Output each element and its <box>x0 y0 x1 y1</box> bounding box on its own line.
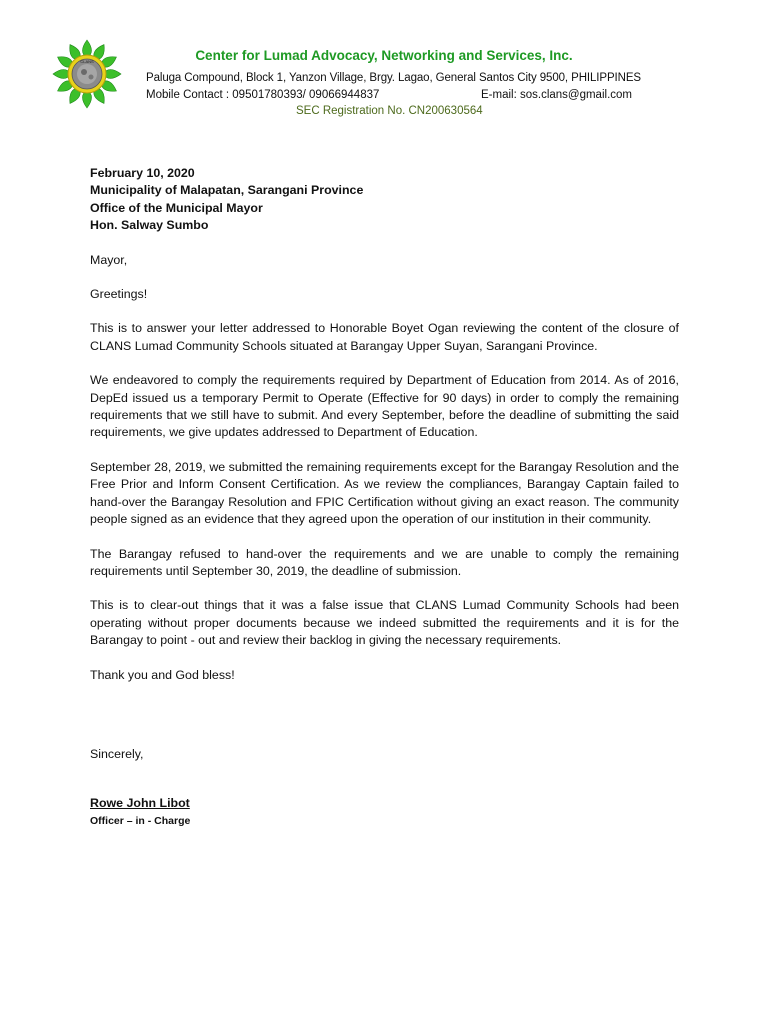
greeting: Greetings! <box>90 287 148 302</box>
recipient-block <box>90 165 679 235</box>
org-address: Paluga Compound, Block 1, Yanzon Village, Brgy. Lagao, General Santos City 9500, PHILIPPINES <box>146 72 641 84</box>
recipient-line: Office of the Municipal Mayor <box>90 200 263 215</box>
closing-thanks: Thank you and God bless! <box>90 667 235 682</box>
salutation: Mayor, <box>90 252 128 267</box>
signatory-title: Officer – in - Charge <box>90 814 191 827</box>
letter-body <box>90 165 679 830</box>
paragraph: This is to clear-out things that it was a false issue that CLANS Lumad Community Schools had been operating without proper documents because we indeed submitted the requirements and it is for the Barangay to point - out and review their backlog in giving the necessary requirements. <box>90 598 679 648</box>
sec-registration: SEC Registration No. CN200630564 <box>296 105 483 117</box>
paragraph: This is to answer your letter addressed to Honorable Boyet Ogan reviewing the content of the closure of CLANS Lumad Community Schools situated at Barangay Upper Suyan, Sarangani Province. <box>90 321 679 353</box>
org-name: Center for Lumad Advocacy, Networking and Services, Inc. <box>195 48 573 63</box>
paragraph: We endeavored to comply the requirements required by Department of Education from 2014. As of 2016, DepEd issued us a temporary Permit to Operate (Effective for 90 days) in order to comply the remaining requirements that we still have to submit. And every September, before the deadline of submitting the said requirements, we give updates addressed to Department of Education. <box>90 373 679 440</box>
signatory-name: Rowe John Libot <box>90 796 190 811</box>
paragraph: September 28, 2019, we submitted the remaining requirements except for the Barangay Resolution and the Free Prior and Inform Consent Certification. As we review the compliances, Barangay Captain failed to hand-over the Barangay Resolution and FPIC Certification without giving an exact reason. The community people signed as an evidence that they agreed upon the operation of our institution in their community. <box>90 459 679 527</box>
recipient-line: Municipality of Malapatan, Sarangani Province <box>90 183 364 198</box>
letter-date: February 10, 2020 <box>90 166 195 180</box>
logo-text: CLANS <box>80 59 94 64</box>
sign-off: Sincerely, <box>90 746 144 761</box>
paragraph: The Barangay refused to hand-over the requirements and we are unable to comply the remaining requirements until September 30, 2019, the deadline of submission. <box>90 546 679 578</box>
org-email: E-mail: sos.clans@gmail.com <box>481 89 632 101</box>
org-mobile-contact: Mobile Contact : 09501780393/ 09066944837 <box>146 89 380 101</box>
recipient-line: Hon. Salway Sumbo <box>90 218 209 233</box>
